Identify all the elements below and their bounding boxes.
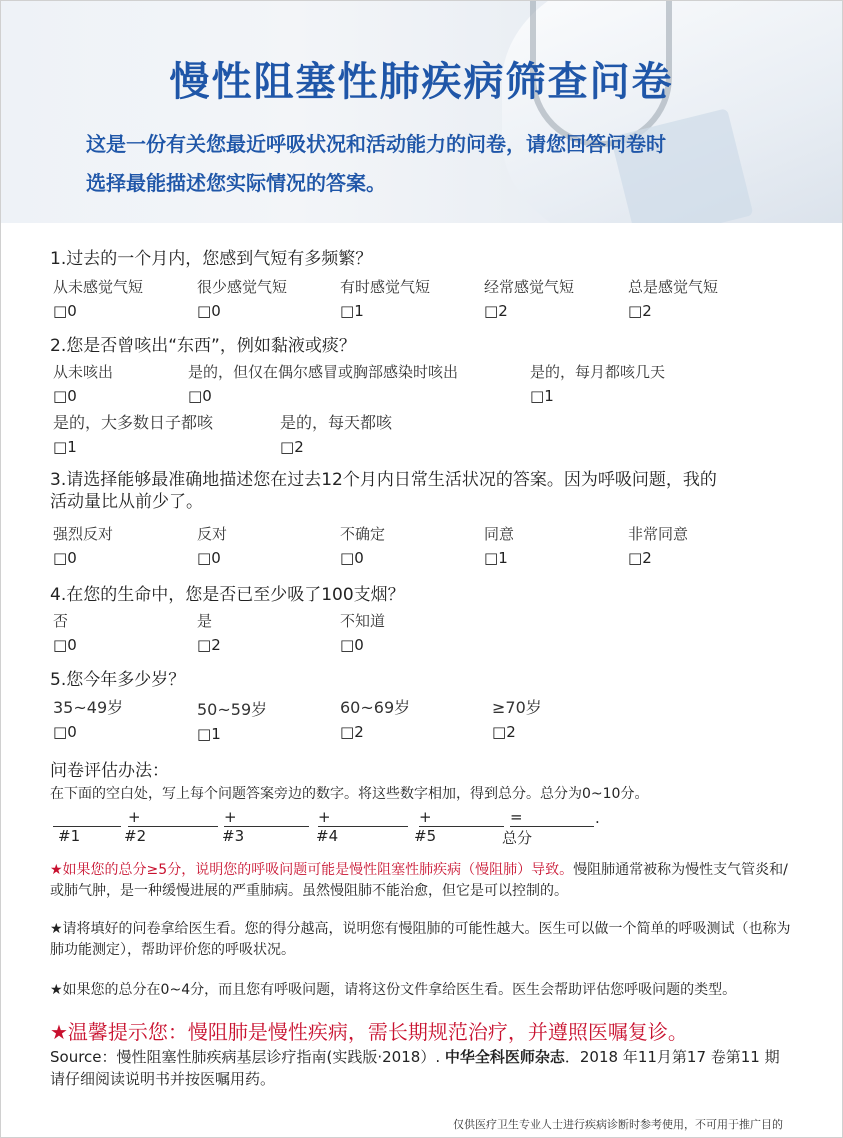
- label-q3: #3: [222, 827, 245, 845]
- q5-checkbox-3[interactable]: □ 2: [340, 723, 364, 741]
- medication-instruction: 请仔细阅读说明书并按医嘱用药。: [50, 1070, 276, 1088]
- footer-disclaimer: 仅供医疗卫生专业人士进行疾病诊断时参考使用，不可用于推广目的: [453, 1118, 783, 1131]
- q5-option-1: 35~49岁: [53, 698, 124, 717]
- q2-checkbox-2[interactable]: □ 0: [188, 387, 212, 405]
- note-1-rest: 慢阻肺通常被称为慢性支气管炎和/或肺气肿，是一种缓慢进展的严重肺病。虽然慢阻肺不能治愈，但它是可以控制的。: [50, 862, 788, 899]
- q3-checkbox-1[interactable]: □ 0: [53, 549, 77, 567]
- q5-checkbox-4[interactable]: □ 2: [492, 723, 516, 741]
- evaluation-instructions: 在下面的空白处，写上每个问题答案旁边的数字。将这些数字相加，得到总分。总分为0~10分。: [50, 786, 649, 802]
- source-citation: [50, 1046, 790, 1090]
- q1-checkbox-1[interactable]: □ 0: [53, 302, 77, 320]
- label-q1: #1: [58, 827, 81, 845]
- q4-checkbox-2[interactable]: □ 2: [197, 636, 221, 654]
- q3-checkbox-3[interactable]: □ 0: [340, 549, 364, 567]
- question-3-line-1: 3.请选择能够最准确地描述您在过去12个月内日常生活状况的答案。因为呼吸问题，我的: [50, 470, 717, 490]
- q2-checkbox-1[interactable]: □ 0: [53, 387, 77, 405]
- page-subtitle: [86, 125, 786, 203]
- q2-option-5: 是的，每天都咳: [280, 413, 393, 432]
- label-q2: #2: [124, 827, 147, 845]
- evaluation-title: 问卷评估办法：: [50, 761, 169, 781]
- q1-option-4: 经常感觉气短: [484, 278, 575, 296]
- question-3: [50, 469, 717, 513]
- q2-option-1: 从未咳出: [53, 363, 114, 381]
- q3-option-3: 不确定: [340, 525, 386, 543]
- q2-checkbox-5[interactable]: □ 2: [280, 438, 304, 456]
- q3-option-5: 非常同意: [628, 525, 689, 543]
- note-1-highlight: ★如果您的总分≥5分，说明您的呼吸问题可能是慢性阻塞性肺疾病（慢阻肺）导致。: [50, 862, 574, 878]
- source-prefix: Source：慢性阻塞性肺疾病基层诊疗指南(实践版·2018）.: [50, 1048, 445, 1066]
- page-title: 慢性阻塞性肺疾病筛查问卷: [169, 59, 674, 105]
- q5-checkbox-2[interactable]: □ 1: [197, 725, 221, 743]
- q2-checkbox-4[interactable]: □ 1: [53, 438, 77, 456]
- q5-option-4: ≥70岁: [492, 698, 542, 717]
- label-q5: #5: [414, 827, 437, 845]
- q1-option-2: 很少感觉气短: [197, 278, 288, 296]
- q2-option-4: 是的，大多数日子都咳: [53, 413, 214, 432]
- period-mark: .: [595, 809, 600, 827]
- q2-option-2: 是的，但仅在偶尔感冒或胸部感染时咳出: [188, 363, 459, 381]
- question-3-line-2: 活动量比从前少了。: [50, 492, 203, 512]
- question-5: 5.您今年多少岁？: [50, 670, 186, 690]
- q4-option-3: 不知道: [340, 612, 386, 630]
- q3-checkbox-2[interactable]: □ 0: [197, 549, 221, 567]
- q1-option-1: 从未感觉气短: [53, 278, 144, 296]
- label-total: 总分: [502, 829, 533, 847]
- q1-checkbox-2[interactable]: □ 0: [197, 302, 221, 320]
- q4-checkbox-1[interactable]: □ 0: [53, 636, 77, 654]
- label-q4: #4: [316, 827, 339, 845]
- q1-option-5: 总是感觉气短: [628, 278, 719, 296]
- q4-option-2: 是: [197, 612, 213, 630]
- subtitle-line-2: 选择最能描述您实际情况的答案。: [86, 171, 386, 195]
- q1-checkbox-3[interactable]: □ 1: [340, 302, 364, 320]
- q2-checkbox-3[interactable]: □ 1: [530, 387, 554, 405]
- plus-sign-1: +: [128, 808, 141, 826]
- q3-checkbox-5[interactable]: □ 2: [628, 549, 652, 567]
- plus-sign-2: +: [224, 808, 237, 826]
- q5-option-3: 60~69岁: [340, 698, 411, 717]
- q5-option-2: 50~59岁: [197, 700, 268, 719]
- q1-checkbox-4[interactable]: □ 2: [484, 302, 508, 320]
- q4-option-1: 否: [53, 612, 69, 630]
- question-4: 4.在您的生命中，您是否已至少吸了100支烟？: [50, 585, 405, 605]
- q3-checkbox-4[interactable]: □ 1: [484, 549, 508, 567]
- plus-sign-3: +: [318, 808, 331, 826]
- q3-option-1: 强烈反对: [53, 525, 114, 543]
- q3-option-2: 反对: [197, 525, 228, 543]
- question-2: 2.您是否曾咳出“东西”，例如黏液或痰？: [50, 336, 356, 356]
- note-1: [50, 860, 795, 902]
- warm-reminder: ★温馨提示您：慢阻肺是慢性疾病，需长期规范治疗，并遵照医嘱复诊。: [50, 1020, 688, 1044]
- note-3: ★如果您的总分在0~4分，而且您有呼吸问题，请将这份文件拿给医生看。医生会帮助评估您呼吸问题的类型。: [50, 982, 737, 998]
- q1-option-3: 有时感觉气短: [340, 278, 431, 296]
- question-1: 1.过去的一个月内，您感到气短有多频繁？: [50, 249, 373, 269]
- source-journal: 中华全科医师杂志: [444, 1048, 565, 1066]
- q5-checkbox-1[interactable]: □ 0: [53, 723, 77, 741]
- q1-checkbox-5[interactable]: □ 2: [628, 302, 652, 320]
- q4-checkbox-3[interactable]: □ 0: [340, 636, 364, 654]
- source-suffix: ．2018 年11月第17 卷第11 期: [564, 1048, 780, 1066]
- note-2: ★请将填好的问卷拿给医生看。您的得分越高，说明您有慢阻肺的可能性越大。医生可以做一个简单的呼吸测试（也称为肺功能测定），帮助评价您的呼吸状况。: [50, 921, 791, 958]
- q3-option-4: 同意: [484, 525, 515, 543]
- plus-sign-4: +: [419, 808, 432, 826]
- subtitle-line-1: 这是一份有关您最近呼吸状况和活动能力的问卷，请您回答问卷时: [86, 132, 666, 156]
- q2-option-3: 是的，每月都咳几天: [530, 363, 666, 381]
- equals-sign: =: [510, 808, 523, 826]
